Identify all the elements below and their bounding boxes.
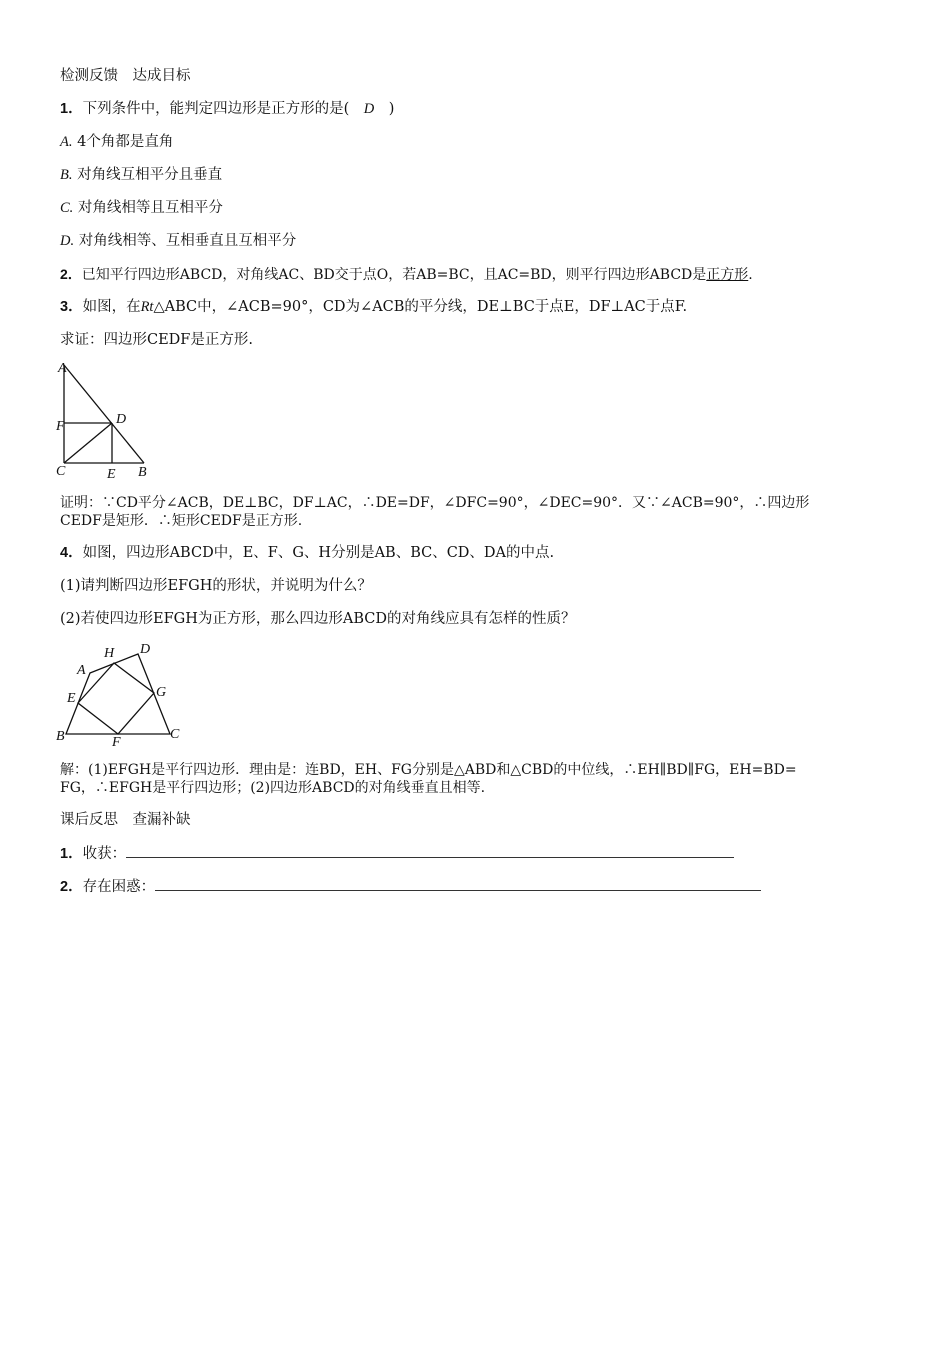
label-b: B [56, 729, 65, 744]
label-g: G [156, 685, 167, 700]
question-4-part-1: (1)请判断四边形EFGH的形状，并说明为什么？ [60, 578, 372, 594]
proof-line-1: 证明：∵CD平分∠ACB，DE⊥BC，DF⊥AC，∴DE=DF，∠DFC=90°，∠DEC=90°．又∵∠ACB=90°，∴四边形 [60, 495, 810, 511]
gains-blank-line[interactable] [126, 843, 734, 858]
label-d: D [116, 412, 127, 427]
label-d: D [140, 642, 151, 657]
period: . [748, 267, 753, 283]
rt-label: Rt [140, 299, 154, 315]
item-label: 收获： [82, 846, 127, 862]
option-text: 对角线相等且互相平分 [77, 200, 223, 216]
solution-line-1: 解：(1)EFGH是平行四边形．理由是：连BD，EH、FG分别是△ABD和△CBD的中位线，∴EH∥BD∥FG，EH=BD= [60, 762, 797, 778]
label-e: E [67, 691, 76, 706]
option-letter: B. [60, 167, 73, 183]
close-paren: ) [374, 101, 395, 117]
question-number: 1． [60, 101, 83, 117]
question-3 [60, 297, 687, 317]
question-stem: 已知平行四边形ABCD，对角线AC、BD交于点O，若AB=BC，且AC=BD，则平行四边形ABCD是 [81, 267, 707, 283]
label-b: B [138, 465, 147, 480]
question-stem: 如图，在 [82, 299, 141, 315]
question-4 [60, 543, 554, 563]
prove-statement: 求证：四边形CEDF是正方形. [60, 332, 253, 348]
item-number: 1． [60, 846, 83, 862]
label-a: A [77, 663, 86, 678]
question-stem: 如图，四边形ABCD中，E、F、G、H分别是AB、BC、CD、DA的中点. [82, 545, 555, 561]
question-number: 3． [60, 299, 83, 315]
side-ab [64, 365, 144, 463]
label-a: A [58, 361, 67, 376]
label-e: E [107, 467, 116, 482]
answer: D [363, 101, 375, 117]
option-b [60, 165, 222, 185]
question-stem-rest: △ABC中，∠ACB=90°，CD为∠ACB的平分线，DE⊥BC于点E，DF⊥AC于点F. [153, 299, 688, 315]
proof-line-2: CEDF是矩形．∴矩形CEDF是正方形. [60, 513, 303, 529]
option-letter: C. [60, 200, 74, 216]
solution-line-2: FG，∴EFGH是平行四边形；(2)四边形ABCD的对角线垂直且相等. [60, 780, 486, 796]
section-title-reflection: 课后反思 查漏补缺 [60, 812, 191, 828]
label-c: C [170, 727, 180, 742]
question-number: 2． [60, 266, 82, 282]
option-text: 4个角都是直角 [77, 134, 174, 150]
label-f: F [112, 735, 121, 748]
section-title-feedback: 检测反馈 达成目标 [60, 68, 191, 84]
option-text: 对角线相等、互相垂直且互相平分 [78, 233, 297, 249]
option-letter: A. [60, 134, 73, 150]
quadrilateral-figure [52, 636, 184, 748]
question-number: 4． [60, 545, 83, 561]
label-f: F [56, 419, 65, 434]
option-d [60, 231, 296, 251]
label-c: C [56, 464, 66, 479]
option-text: 对角线互相平分且垂直 [77, 167, 223, 183]
question-4-part-2: (2)若使四边形EFGH为正方形，那么四边形ABCD的对角线应具有怎样的性质？ [60, 611, 576, 627]
question-2 [60, 264, 753, 285]
question-stem: 下列条件中，能判定四边形是正方形的是( [82, 101, 364, 117]
reflection-confusion [60, 876, 761, 897]
item-number: 2． [60, 879, 83, 895]
option-letter: D. [60, 233, 75, 249]
segment-cd [64, 423, 112, 463]
item-label: 存在困惑： [82, 879, 156, 895]
right-triangle-figure [52, 360, 162, 482]
label-h: H [104, 646, 115, 661]
question-1 [60, 99, 394, 119]
reflection-gains [60, 843, 734, 864]
answer: 正方形 [706, 267, 749, 283]
option-c [60, 198, 223, 218]
option-a [60, 132, 173, 152]
confusion-blank-line[interactable] [155, 876, 761, 891]
